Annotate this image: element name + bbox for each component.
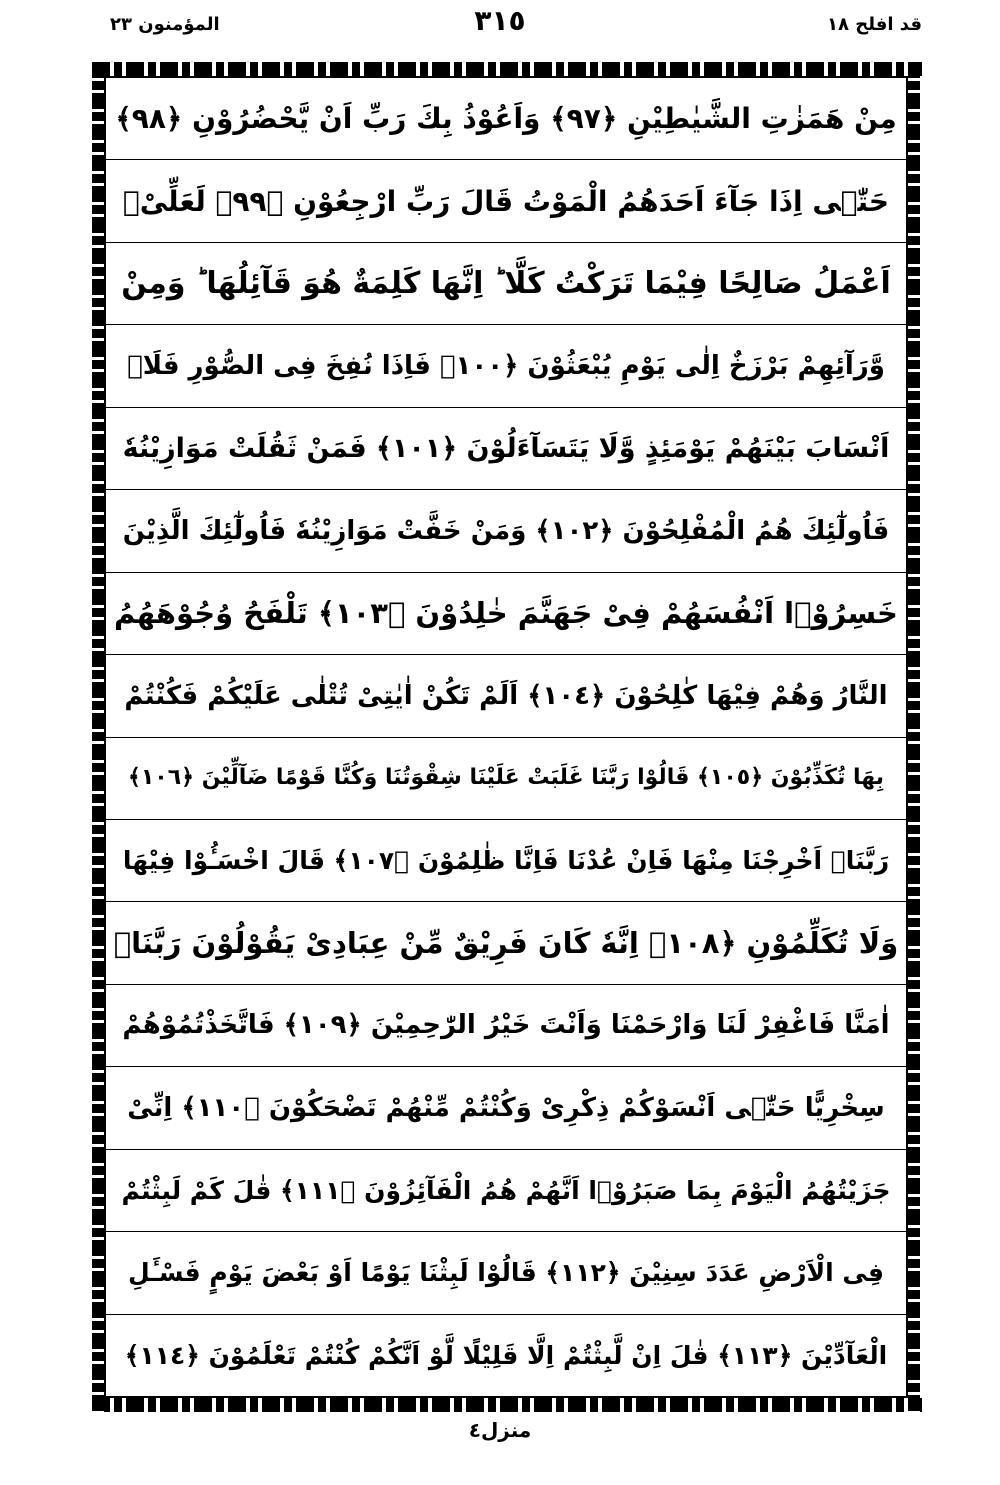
line-text: فِى الْاَرْضِ عَدَدَ سِنِيْنَ ﴿١١٢﴾ قَالُوْا لَبِثْنَا يَوْمًا اَوْ بَعْضَ يَوْمٍ فَسْـَٔلِ: [128, 1258, 885, 1288]
line-text: وَّرَآئِهِمْ بَرْزَخٌ اِلٰى يَوْمِ يُبْعَثُوْنَ ﴿١٠٠﴾ فَاِذَا نُفِخَ فِى الصُّوْرِ فَلَاۤ: [127, 350, 885, 381]
text-line-1: [106, 78, 906, 160]
text-line-15: [106, 1232, 906, 1314]
text-line-13: [106, 1067, 906, 1149]
frame-ornament-left: [92, 62, 104, 1412]
text-line-6: [106, 490, 906, 572]
text-line-10: [106, 820, 906, 902]
text-line-11: [106, 902, 906, 984]
line-text: الْعَآدِّيْنَ ﴿١١٣﴾ قٰلَ اِنْ لَّبِثْتُمْ اِلَّا قَلِيْلًا لَّوْ اَنَّكُمْ كُنْتُمْ تَعْلَمُوْنَ ﴿١١٤﴾: [124, 1340, 888, 1370]
text-line-3: [106, 243, 906, 325]
line-text: خَسِرُوْۤا اَنْفُسَهُمْ فِىْ جَهَنَّمَ خٰلِدُوْنَ ﴿١٠٣﴾ تَلْفَحُ وُجُوْهَهُمُ: [114, 596, 898, 631]
juz-name-header: قد افلح ١٨: [827, 14, 922, 35]
line-text: اَنْسَابَ بَيْنَهُمْ يَوْمَئِذٍ وَّلَا يَتَسَآءَلُوْنَ ﴿١٠١﴾ فَمَنْ ثَقُلَتْ مَوَازِيْنُهٗ: [122, 432, 890, 464]
manzil-footer: منزل٤: [468, 1418, 532, 1442]
line-text: النَّارُ وَهُمْ فِيْهَا كٰلِحُوْنَ ﴿١٠٤﴾ اَلَمْ تَكُنْ اٰيٰتِىْ تُتْلٰى عَلَيْكُمْ فَكُنْتُمْ: [124, 680, 888, 711]
line-text: وَلَا تُكَلِّمُوْنِ ﴿١٠٨﴾ اِنَّهٗ كَانَ فَرِيْقٌ مِّنْ عِبَادِىْ يَقُوْلُوْنَ رَبَّنَاۤ: [113, 925, 899, 960]
text-line-14: [106, 1150, 906, 1232]
line-text: اٰمَنَّا فَاغْفِرْ لَنَا وَارْحَمْنَا وَاَنْتَ خَيْرُ الرّٰحِمِيْنَ ﴿١٠٩﴾ فَاتَّخَذْتُمُوْهُمْ: [122, 1010, 890, 1041]
text-line-4: [106, 325, 906, 407]
frame-ornament-top: [92, 62, 922, 76]
text-line-7: [106, 573, 906, 655]
line-text: جَزَيْتُهُمُ الْيَوْمَ بِمَا صَبَرُوْۤا اَنَّهُمْ هُمُ الْفَآئِزُوْنَ ﴿١١١﴾ قٰلَ كَمْ لَبِثْتُمْ: [121, 1175, 891, 1205]
frame-ornament-bottom: [92, 1398, 922, 1412]
line-text: مِنْ هَمَزٰتِ الشَّيٰطِيْنِ ﴿٩٧﴾ وَاَعُوْذُ بِكَ رَبِّ اَنْ يَّحْضُرُوْنِ ﴿٩٨﴾: [115, 102, 897, 136]
text-line-2: [106, 160, 906, 242]
line-text: بِهَا تُكَذِّبُوْنَ ﴿١٠٥﴾ قَالُوْا رَبَّنَا غَلَبَتْ عَلَيْنَا شِقْوَتُنَا وَكُنَّا قَوْمًا ضَآلِّيْنَ ﴿١٠٦﴾: [127, 764, 885, 790]
frame-ornament-right: [908, 62, 920, 1412]
line-text: سِخْرِيًّا حَتّٰۤى اَنْسَوْكُمْ ذِكْرِىْ وَكُنْتُمْ مِّنْهُمْ تَضْحَكُوْنَ ﴿١١٠﴾ اِنِّىْ: [127, 1092, 885, 1123]
surah-name-header: المؤمنون ٢٣: [110, 14, 220, 35]
line-text: حَتّٰۤى اِذَا جَآءَ اَحَدَهُمُ الْمَوْتُ قَالَ رَبِّ ارْجِعُوْنِ ﴿٩٩﴾ لَعَلِّىْۤ: [122, 184, 890, 218]
quran-text-box: [104, 76, 908, 1398]
text-line-8: [106, 655, 906, 737]
line-text: رَبَّنَاۤ اَخْرِجْنَا مِنْهَا فَاِنْ عُدْنَا فَاِنَّا ظٰلِمُوْنَ ﴿١٠٧﴾ قَالَ اخْسَـُٔوْا فِيْهَا: [122, 846, 890, 876]
line-text: فَاُولٰٓئِكَ هُمُ الْمُفْلِحُوْنَ ﴿١٠٢﴾ وَمَنْ خَفَّتْ مَوَازِيْنُهٗ فَاُولٰٓئِكَ الَّذِيْنَ: [122, 515, 890, 546]
text-line-5: [106, 408, 906, 490]
text-line-12: [106, 985, 906, 1067]
text-line-16: [106, 1315, 906, 1396]
page-number: ٣١٥: [474, 4, 526, 37]
text-line-9: [106, 738, 906, 820]
line-text: اَعْمَلُ صَالِحًا فِيْمَا تَرَكْتُ كَلَّا ؕ اِنَّهَا كَلِمَةٌ هُوَ قَآئِلُهَا ؕ وَمِنْ: [121, 265, 891, 301]
